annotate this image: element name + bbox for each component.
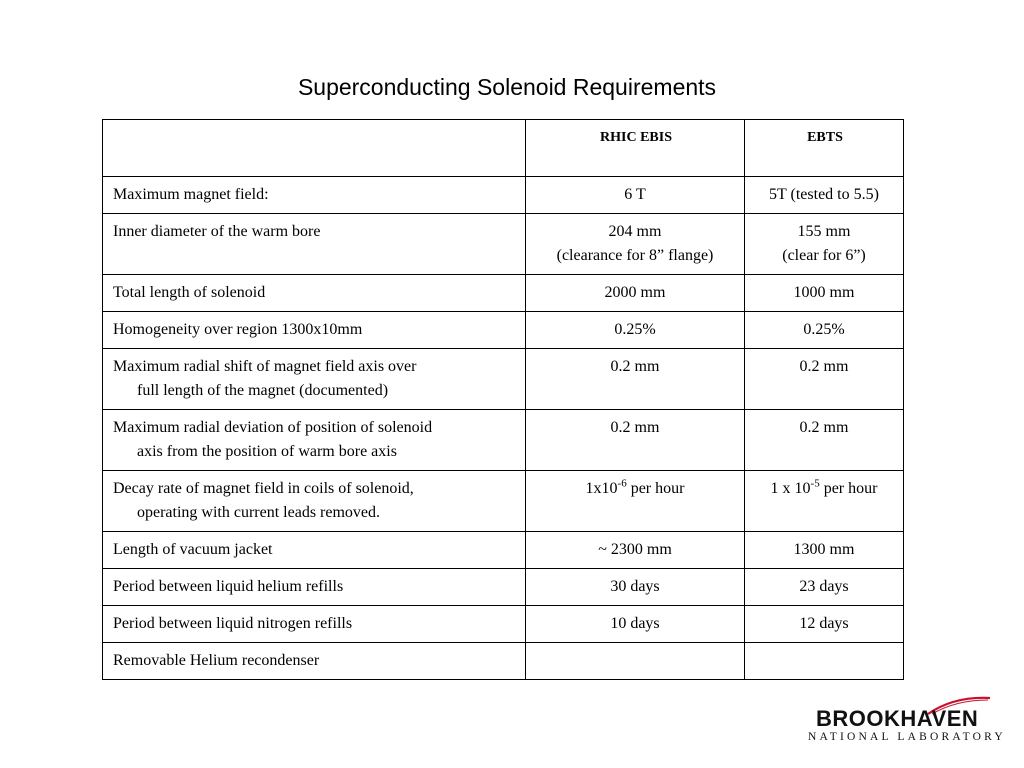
ebts-decay-value <box>749 477 899 501</box>
parameter-text: Decay rate of magnet field in coils of solenoid, <box>113 480 414 497</box>
rhic-decay-value <box>530 477 740 501</box>
parameter-text: Removable Helium recondenser <box>113 652 320 669</box>
table-row <box>103 643 904 680</box>
row-parameter <box>103 410 526 471</box>
slide-title: Superconducting Solenoid Requirements <box>297 74 717 100</box>
table-row <box>103 532 904 569</box>
row-rhic-value <box>526 349 745 410</box>
row-rhic-value <box>526 471 745 532</box>
brookhaven-logo <box>806 694 1006 750</box>
row-rhic-value <box>526 606 745 643</box>
rhic-value-text: 30 days <box>610 578 660 595</box>
ebts-value-text: 5T (tested to 5.5) <box>769 186 879 203</box>
row-rhic-value <box>526 410 745 471</box>
row-parameter <box>103 214 526 275</box>
parameter-text: Total length of solenoid <box>113 284 266 301</box>
ebts-value-text: 0.2 mm <box>799 358 849 375</box>
ebts-value-text: 0.25% <box>803 321 845 338</box>
row-ebts-value <box>745 177 904 214</box>
row-ebts-value <box>745 349 904 410</box>
ebts-value-text: 23 days <box>799 578 849 595</box>
header-rhic-ebis: RHIC EBIS <box>526 120 745 177</box>
ebts-decay-unit: per hour <box>819 480 878 497</box>
rhic-value-text: ~ 2300 mm <box>598 541 672 558</box>
table-row <box>103 177 904 214</box>
row-parameter <box>103 643 526 680</box>
rhic-value-note: (clearance for 8” flange) <box>556 247 714 264</box>
parameter-text-continued: full length of the magnet (documented) <box>137 382 389 399</box>
rhic-decay-base: 1x10 <box>585 480 618 497</box>
row-parameter <box>103 471 526 532</box>
rhic-value-text: 0.25% <box>614 321 656 338</box>
row-parameter <box>103 275 526 312</box>
rhic-value-text: 6 T <box>624 186 646 203</box>
rhic-decay-unit: per hour <box>626 480 685 497</box>
ebts-value-text: 1300 mm <box>793 541 855 558</box>
table-row <box>103 606 904 643</box>
rhic-value-text: 0.2 mm <box>610 358 660 375</box>
row-ebts-value <box>745 606 904 643</box>
row-parameter <box>103 569 526 606</box>
parameter-text: Period between liquid helium refills <box>113 578 344 595</box>
row-rhic-value <box>526 643 745 680</box>
row-ebts-value <box>745 312 904 349</box>
header-ebts: EBTS <box>745 120 904 177</box>
row-rhic-value <box>526 312 745 349</box>
row-ebts-value <box>745 569 904 606</box>
row-rhic-value <box>526 214 745 275</box>
rhic-value-text: 204 mm <box>608 223 662 240</box>
parameter-text-continued: operating with current leads removed. <box>137 504 381 521</box>
row-rhic-value <box>526 275 745 312</box>
row-parameter <box>103 177 526 214</box>
rhic-decay-exponent: -6 <box>617 477 627 490</box>
parameter-text: Period between liquid nitrogen refills <box>113 615 353 632</box>
row-rhic-value <box>526 569 745 606</box>
row-ebts-value <box>745 410 904 471</box>
ebts-value-text: 1000 mm <box>793 284 855 301</box>
parameter-text: Inner diameter of the warm bore <box>113 223 321 240</box>
ebts-value-text: 155 mm <box>797 223 851 240</box>
row-ebts-value <box>745 643 904 680</box>
ebts-value-text: 12 days <box>799 615 849 632</box>
parameter-text: Maximum radial deviation of position of solenoid <box>113 419 433 436</box>
rhic-value-text: 10 days <box>610 615 660 632</box>
row-ebts-value <box>745 275 904 312</box>
table-row <box>103 471 904 532</box>
requirements-table <box>102 119 904 680</box>
table-header-row <box>103 120 904 177</box>
row-parameter <box>103 606 526 643</box>
table-row <box>103 569 904 606</box>
parameter-text: Length of vacuum jacket <box>113 541 273 558</box>
logo-wordmark: BROOKHAVEN <box>816 706 979 731</box>
row-parameter <box>103 349 526 410</box>
row-parameter <box>103 532 526 569</box>
table-row <box>103 312 904 349</box>
parameter-text: Maximum radial shift of magnet field axis over <box>113 358 417 375</box>
row-parameter <box>103 312 526 349</box>
table-row <box>103 410 904 471</box>
parameter-text: Homogeneity over region 1300x10mm <box>113 321 363 338</box>
table-row <box>103 275 904 312</box>
row-ebts-value <box>745 471 904 532</box>
rhic-value-text: 0.2 mm <box>610 419 660 436</box>
logo-subtitle: NATIONAL LABORATORY <box>808 731 1006 743</box>
ebts-value-note: (clear for 6”) <box>782 247 866 264</box>
parameter-text-continued: axis from the position of warm bore axis <box>137 443 397 460</box>
ebts-decay-base: 1 x 10 <box>770 480 811 497</box>
row-rhic-value <box>526 532 745 569</box>
table-row <box>103 214 904 275</box>
ebts-value-text: 0.2 mm <box>799 419 849 436</box>
table-row <box>103 349 904 410</box>
parameter-text: Maximum magnet field: <box>113 186 269 203</box>
row-ebts-value <box>745 214 904 275</box>
rhic-value-text: 2000 mm <box>604 284 666 301</box>
header-parameter <box>103 120 526 177</box>
row-rhic-value <box>526 177 745 214</box>
ebts-decay-exponent: -5 <box>810 477 820 490</box>
row-ebts-value <box>745 532 904 569</box>
